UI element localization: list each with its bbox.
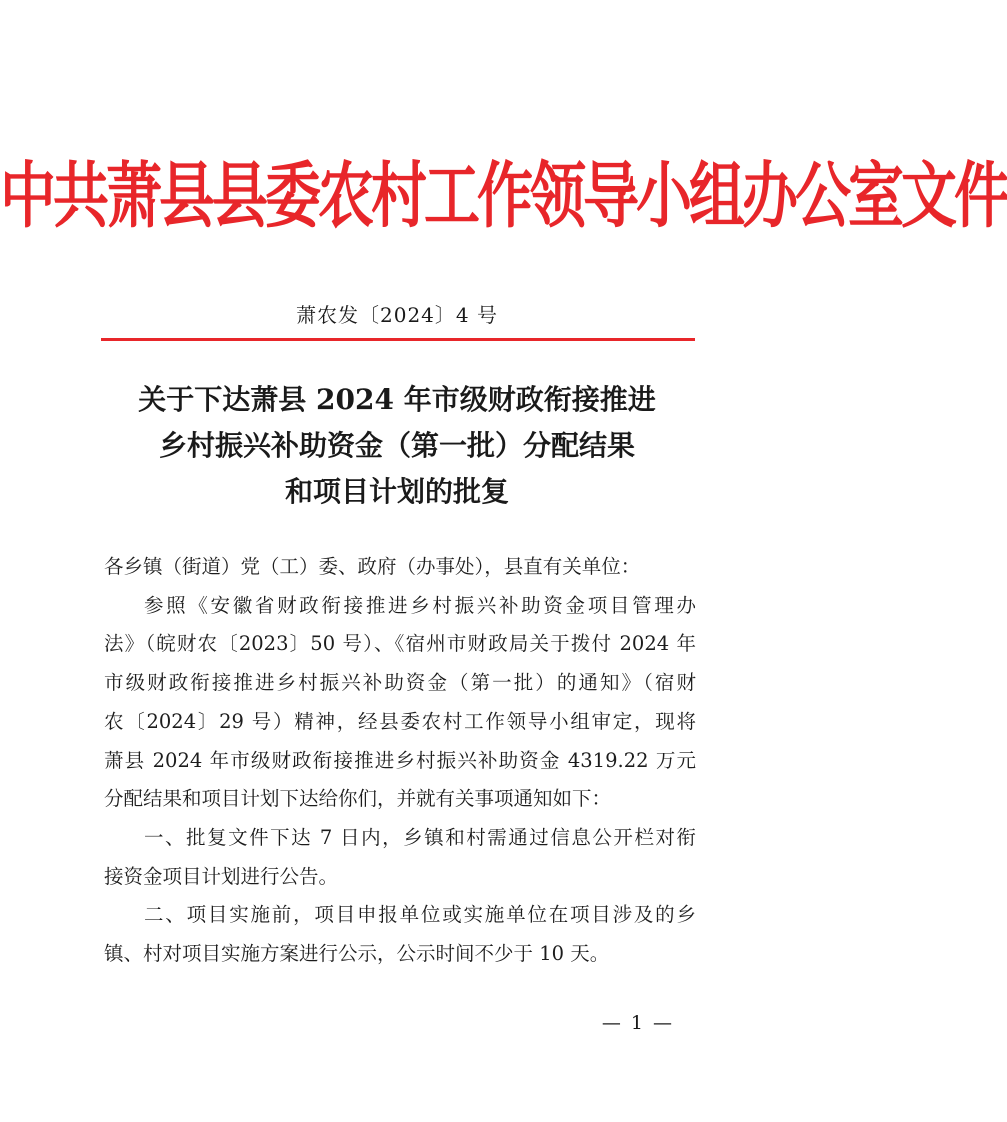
document-title	[0, 377, 794, 515]
paragraph-line: 二、项目实施前，项目申报单位或实施单位在项目涉及的乡	[144, 903, 696, 927]
paragraph-line: 市级财政衔接推进乡村振兴补助资金（第一批）的通知》（宿财	[104, 671, 696, 695]
title-line-3: 和项目计划的批复	[284, 475, 509, 508]
document-body	[104, 548, 696, 974]
paragraph-line: 萧县 2024 年市级财政衔接推进乡村振兴补助资金 4319.22 万元	[104, 748, 696, 772]
issuing-office-header: 中共萧县县委农村工作领导小组办公室文件	[0, 155, 1007, 239]
paragraph-line: 接资金项目计划进行公告。	[104, 864, 339, 888]
paragraph-line: 镇、村对项目实施方案进行公示，公示时间不少于 10 天。	[104, 942, 610, 966]
paragraph-reference	[104, 587, 696, 819]
addressee-line	[104, 548, 696, 587]
paragraph-line: 法》（皖财农〔2023〕50 号）、《宿州市财政局关于拨付 2024 年	[104, 632, 696, 656]
paragraph-line: 农〔2024〕29 号）精神，经县委农村工作领导小组审定，现将	[104, 709, 696, 733]
paragraph-item-two	[104, 896, 696, 973]
page-number: — 1 —	[601, 1012, 674, 1034]
title-line-2: 乡村振兴补助资金（第一批）分配结果	[158, 429, 635, 462]
addressee-text: 各乡镇（街道）党（工）委、政府（办事处），县直有关单位：	[104, 555, 641, 578]
paragraph-line: 参照《安徽省财政衔接推进乡村振兴补助资金项目管理办	[144, 593, 696, 617]
document-number: 萧农发〔2024〕4 号	[296, 303, 498, 327]
title-line-1: 关于下达萧县 2024 年市级财政衔接推进	[138, 383, 656, 416]
paragraph-item-one	[104, 819, 696, 896]
paragraph-line: 一、批复文件下达 7 日内，乡镇和村需通过信息公开栏对衔	[144, 825, 696, 849]
red-separator-line	[101, 338, 695, 341]
paragraph-line: 分配结果和项目计划下达给你们，并就有关事项通知如下：	[104, 787, 612, 811]
